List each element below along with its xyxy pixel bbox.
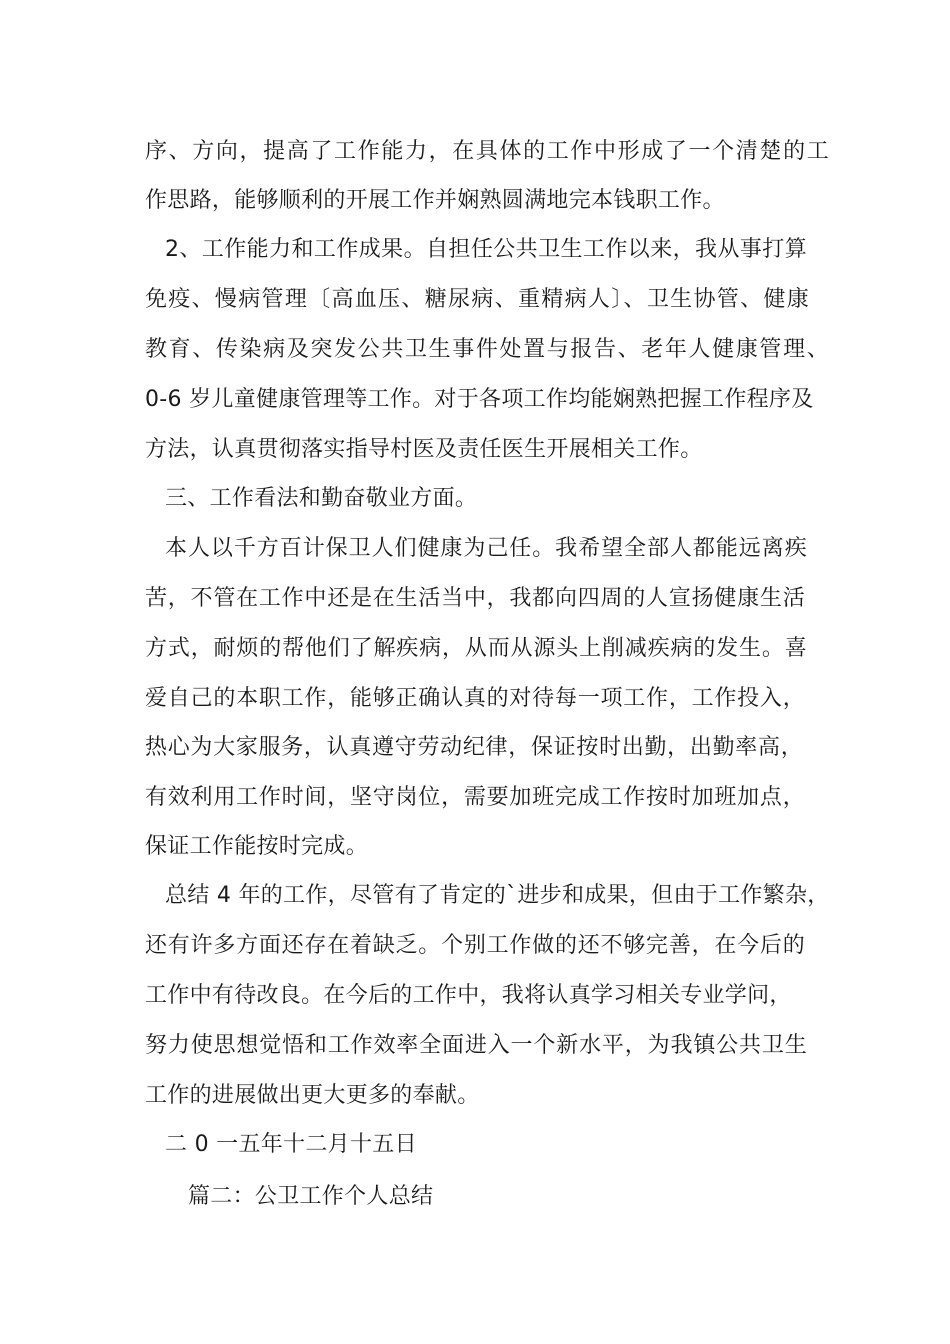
paragraph-2-line-3: 教育、传染病及突发公共卫生事件处置与报告、老年人健康管理、 (145, 337, 829, 362)
paragraph-4-line-4: 努力使思想觉悟和工作效率全面进入一个新水平，为我镇公共卫生 (145, 1033, 807, 1058)
paragraph-3-line-3: 方式，耐烦的帮他们了解疾病，从而从源头上削减疾病的发生。喜 (145, 636, 807, 661)
paragraph-4-line-2: 还有许多方面还存在着缺乏。个别工作做的还不够完善，在今后的 (145, 933, 805, 958)
paragraph-2-line-5: 方法，认真贯彻落实指导村医及责任医生开展相关工作。 (145, 437, 703, 462)
paragraph-2-line-1: 2、工作能力和工作成果。自担任公共卫生工作以来，我从事打算 (165, 237, 807, 262)
paragraph-4-line-5: 工作的进展做出更大更多的奉献。 (145, 1083, 480, 1108)
paragraph-2-line-2: 免疫、慢病管理〔高血压、糖尿病、重精病人〕、卫生协管、健康 (145, 287, 809, 312)
paragraph-3-line-1: 本人以千方百计保卫人们健康为己任。我希望全部人都能远离疾 (165, 536, 807, 561)
paragraph-2-line-4: 0-6 岁儿童健康管理等工作。对于各项工作均能娴熟把握工作程序及 (145, 387, 814, 412)
paragraph-3-line-4: 爱自己的本职工作，能够正确认真的对待每一项工作，工作投入， (145, 686, 805, 711)
section-3-heading: 三、工作看法和勤奋敬业方面。 (165, 486, 478, 511)
paragraph-3-line-6: 有效利用工作时间，坚守岗位，需要加班完成工作按时加班加点， (145, 785, 805, 810)
paragraph-3-line-2: 苦，不管在工作中还是在生活当中，我都向四周的人宣扬健康生活 (145, 586, 805, 611)
paragraph-3-line-5: 热心为大家服务，认真遵守劳动纪律，保证按时出勤，出勤率高， (145, 735, 803, 760)
paragraph-1-line-2: 作思路，能够顺利的开展工作并娴熟圆满地完本钱职工作。 (145, 188, 725, 213)
paragraph-1-line-1: 序、方向，提高了工作能力，在具体的工作中形成了一个清楚的工 (145, 139, 829, 164)
paragraph-4-line-3: 工作中有待改良。在今后的工作中，我将认真学习相关专业学问， (145, 983, 792, 1008)
paragraph-3-line-7: 保证工作能按时完成。 (145, 834, 369, 859)
paragraph-4-line-1: 总结 4 年的工作，尽管有了肯定的`进步和成果，但由于工作繁杂， (165, 883, 830, 908)
next-section-title: 篇二：公卫工作个人总结 (188, 1184, 434, 1209)
document-date: 二 0 一五年十二月十五日 (165, 1132, 417, 1157)
